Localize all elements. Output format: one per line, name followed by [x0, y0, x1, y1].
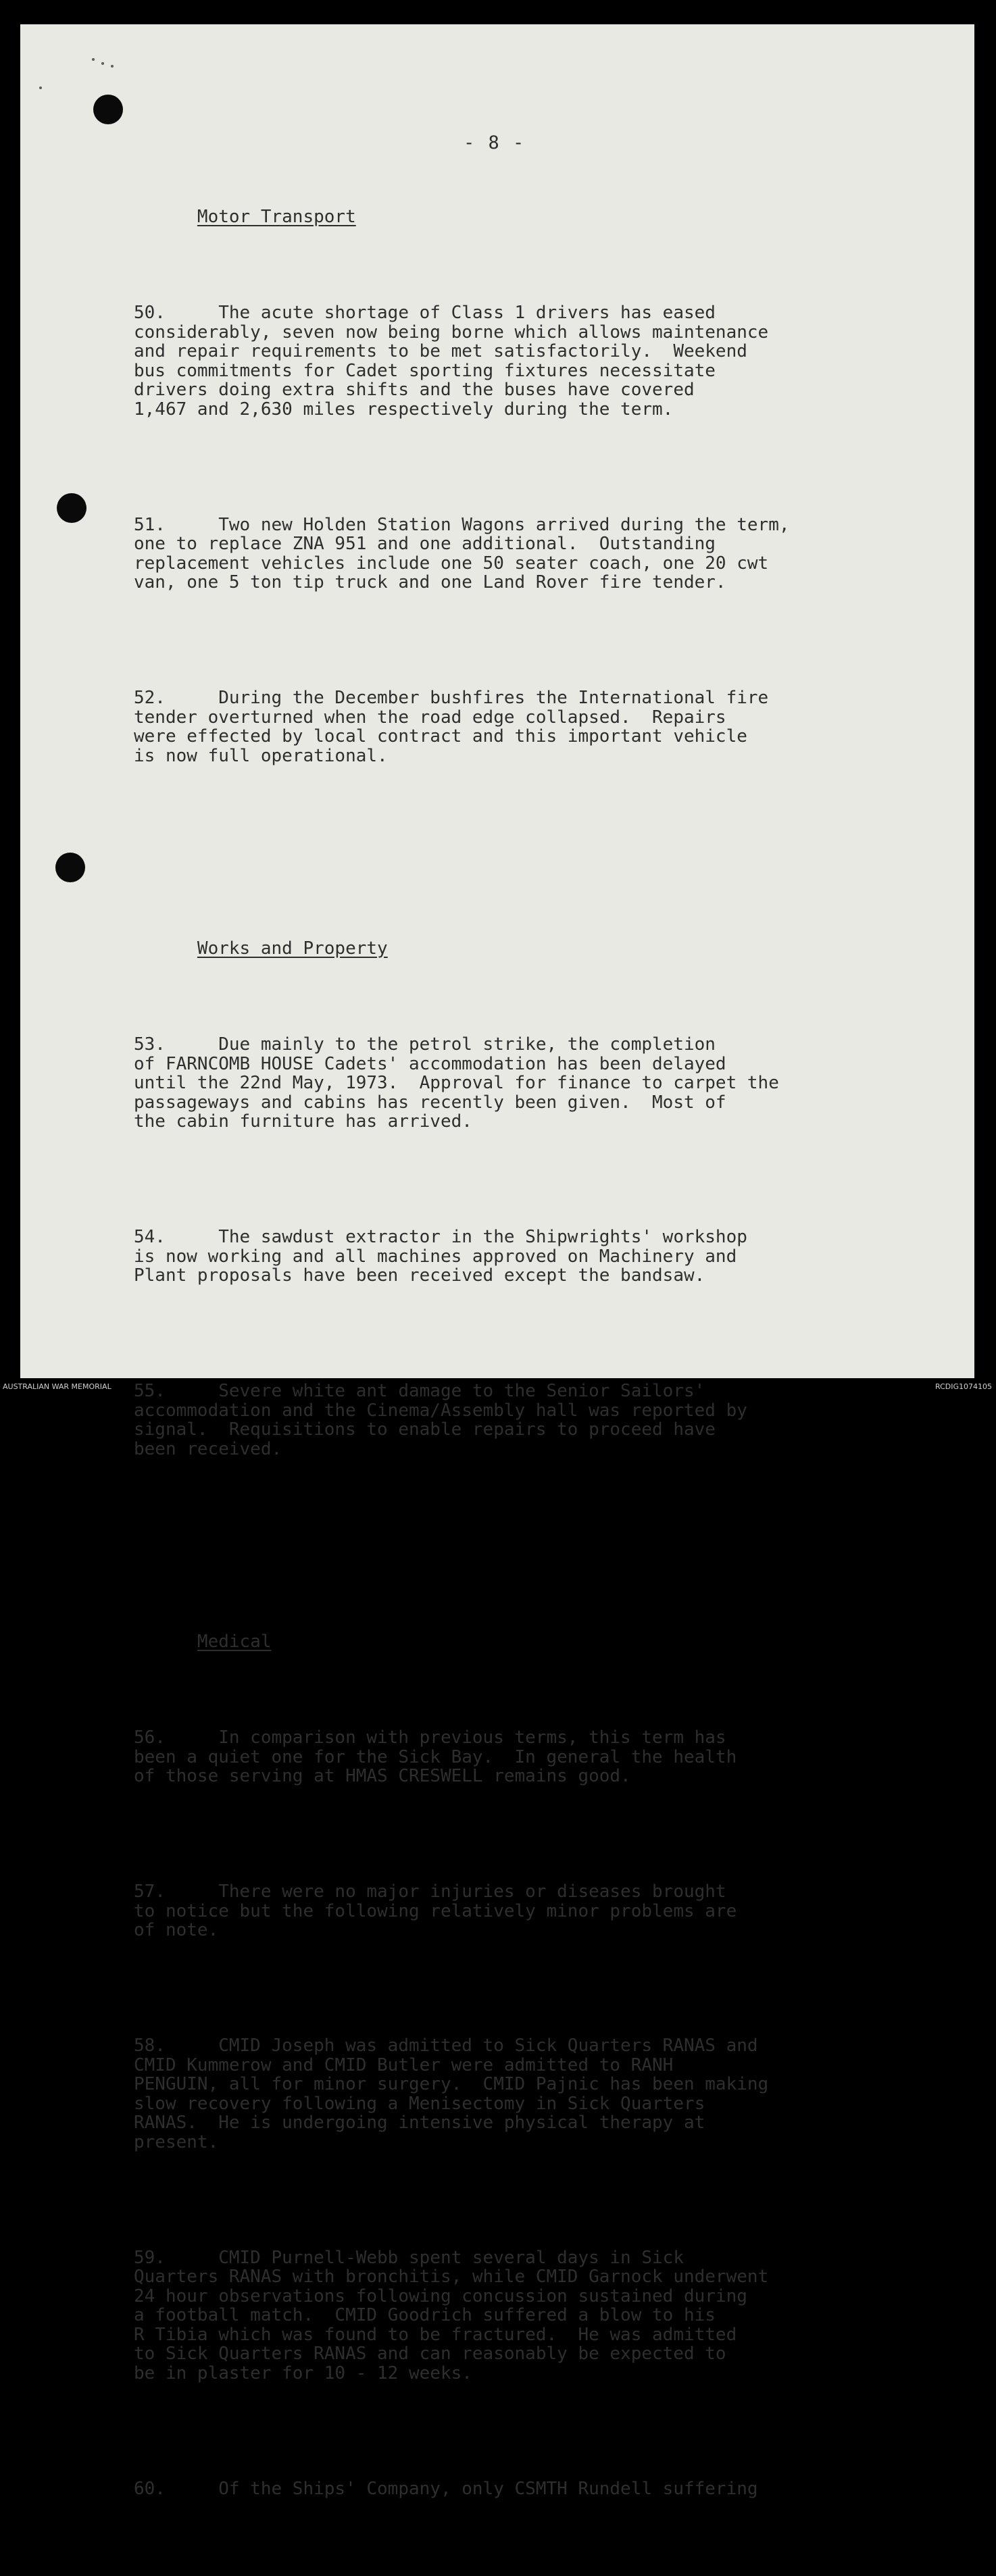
paragraph-56: 56. In comparison with previous terms, this term has been a quiet one for the Sick Bay. In general the health of those serving at HMAS CRESWELL remains good. [134, 1727, 737, 1786]
punch-hole-icon [55, 853, 85, 882]
paper-speck [111, 65, 114, 68]
paragraph-60: 60. Of the Ships' Company, only CSMTH Rundell suffering [134, 2478, 758, 2499]
typed-text-body [134, 149, 897, 2575]
paragraph-50: 50. The acute shortage of Class 1 drivers has eased considerably, seven now being borne which allows maintenance and repair requirements to be met satisfactorily. Weekend bus commitments for Cadet sporting fixtures necessitate drivers doing extra shifts and the buses have covered 1,467 and 2,630 miles respectively during the term. [134, 303, 769, 420]
section-motor-transport [134, 188, 897, 862]
punch-hole-icon [57, 493, 86, 523]
section-heading: Medical [197, 1631, 272, 1652]
archive-footer [0, 1382, 996, 1392]
section-works-and-property [134, 919, 897, 1555]
page-number: - 8 - [464, 132, 526, 153]
archive-reference: RCDIG1074105 [935, 1382, 992, 1391]
section-heading: Motor Transport [197, 206, 356, 227]
paragraph-57: 57. There were no major injuries or diseases brought to notice but the following relatively minor problems are of note. [134, 1882, 737, 1940]
archive-credit: AUSTRALIAN WAR MEMORIAL [3, 1382, 111, 1391]
paragraph-52: 52. During the December bushfires the International fire tender overturned when the road edge collapsed. Repairs were effected by local contract and this important vehicle is now full operational. [134, 688, 769, 766]
section-medical [134, 1613, 897, 2537]
punch-hole-icon [93, 95, 123, 124]
paragraph-55: 55. Severe white ant damage to the Senior Sailors' accommodation and the Cinema/Assembly hall was reported by signal. Requisitions to enable repairs to proceed have been received. [134, 1381, 747, 1459]
paper-speck [92, 58, 95, 61]
paper-speck [101, 62, 104, 65]
paragraph-59: 59. CMID Purnell-Webb spent several days in Sick Quarters RANAS with bronchitis, while CMID Garnock underwent 24 hour observations following concussion sustained during a football match. CMID Goodrich suffered a blow to his R Tibia which was found to be fractured. He was admitted to Sick Quarters RANAS and can reasonably be expected to be in plaster for 10 - 12 weeks. [134, 2247, 769, 2383]
paragraph-51: 51. Two new Holden Station Wagons arrived during the term, one to replace ZNA 951 and one additional. Outstanding replacement vehicles include one 50 seater coach, one 20 cwt van, one 5 ton tip truck and one Land Rover fire tender. [134, 514, 790, 592]
paragraph-53: 53. Due mainly to the petrol strike, the completion of FARNCOMB HOUSE Cadets' accommodation has been delayed until the 22nd May, 1973. Approval for finance to carpet the passageways and cabins has recently been given. Most of the cabin furniture has arrived. [134, 1034, 779, 1132]
paragraph-58: 58. CMID Joseph was admitted to Sick Quarters RANAS and CMID Kummerow and CMID Butler were admitted to RANH PENGUIN, all for minor surgery. CMID Pajnic has been making slow recovery following a Menisectomy in Sick Quarters RANAS. He is undergoing intensive physical therapy at present. [134, 2036, 769, 2152]
paper-speck [39, 86, 42, 89]
paragraph-54: 54. The sawdust extractor in the Shipwrights' workshop is now working and all machines approved on Machinery and Plant proposals have been received except the bandsaw. [134, 1227, 747, 1286]
section-heading: Works and Property [197, 938, 388, 959]
